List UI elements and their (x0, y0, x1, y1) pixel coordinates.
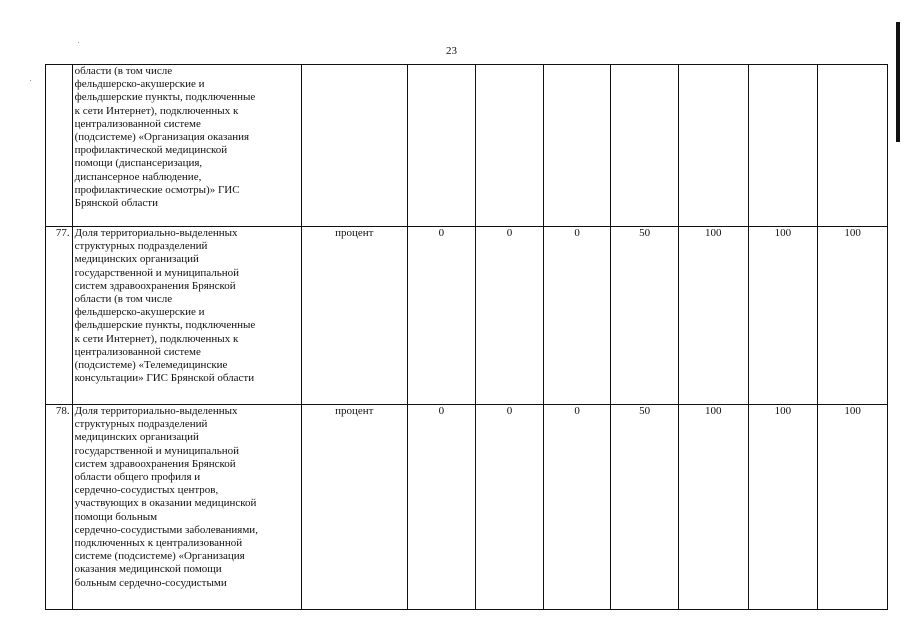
table-row (46, 227, 888, 405)
value-cell (748, 65, 818, 227)
value-cell (678, 65, 748, 227)
value-cell: 100 (818, 405, 888, 610)
table-row (46, 65, 888, 227)
row-number: 77. (46, 227, 73, 405)
indicator-table (45, 64, 888, 610)
value-cell: 100 (678, 405, 748, 610)
value-cell (818, 65, 888, 227)
value-cell (476, 65, 544, 227)
row-number (46, 65, 73, 227)
indicator-description: области (в том числе фельдшерско-акушерские и фельдшерские пункты, подключенные к сети Интернет), подключенных к централизованной системе (подсистеме) «Организация оказания профилактической медицинской помощи (диспансеризация, диспансерное наблюдение, профилактические осмотры)» ГИС Брянской области (72, 65, 301, 227)
scan-speck (30, 80, 31, 81)
value-cell: 0 (407, 405, 476, 610)
value-cell (543, 65, 611, 227)
value-cell: 100 (748, 227, 818, 405)
value-cell: 100 (678, 227, 748, 405)
row-number: 78. (46, 405, 73, 610)
unit-cell: процент (302, 227, 408, 405)
indicator-description: Доля территориально-выделенных структурных подразделений медицинских организаций государственной и муниципальной систем здравоохранения Брянской области общего профиля и сердечно-сосудистых центров, участвующих в оказании медицинской помощи больным сердечно-сосудистыми заболеваниями, подключенных к централизованной системе (подсистеме) «Организация оказания медицинской помощи больным сердечно-сосудистыми (72, 405, 301, 610)
value-cell: 50 (611, 227, 679, 405)
value-cell: 0 (476, 405, 544, 610)
value-cell: 100 (818, 227, 888, 405)
value-cell (611, 65, 679, 227)
table-row (46, 405, 888, 610)
unit-cell: процент (302, 405, 408, 610)
unit-cell (302, 65, 408, 227)
value-cell: 0 (543, 227, 611, 405)
value-cell (407, 65, 476, 227)
value-cell: 50 (611, 405, 679, 610)
value-cell: 100 (748, 405, 818, 610)
value-cell: 0 (543, 405, 611, 610)
scan-speck (78, 42, 79, 43)
indicator-description: Доля территориально-выделенных структурных подразделений медицинских организаций государственной и муниципальной систем здравоохранения Брянской области (в том числе фельдшерско-акушерские и фельдшерские пункты, подключенные к сети Интернет), подключенных к централизованной системе (подсистеме) «Телемедицинские консультации» ГИС Брянской области (72, 227, 301, 405)
scan-edge-bar (896, 22, 900, 142)
value-cell: 0 (476, 227, 544, 405)
value-cell: 0 (407, 227, 476, 405)
page-number: 23 (446, 45, 457, 57)
